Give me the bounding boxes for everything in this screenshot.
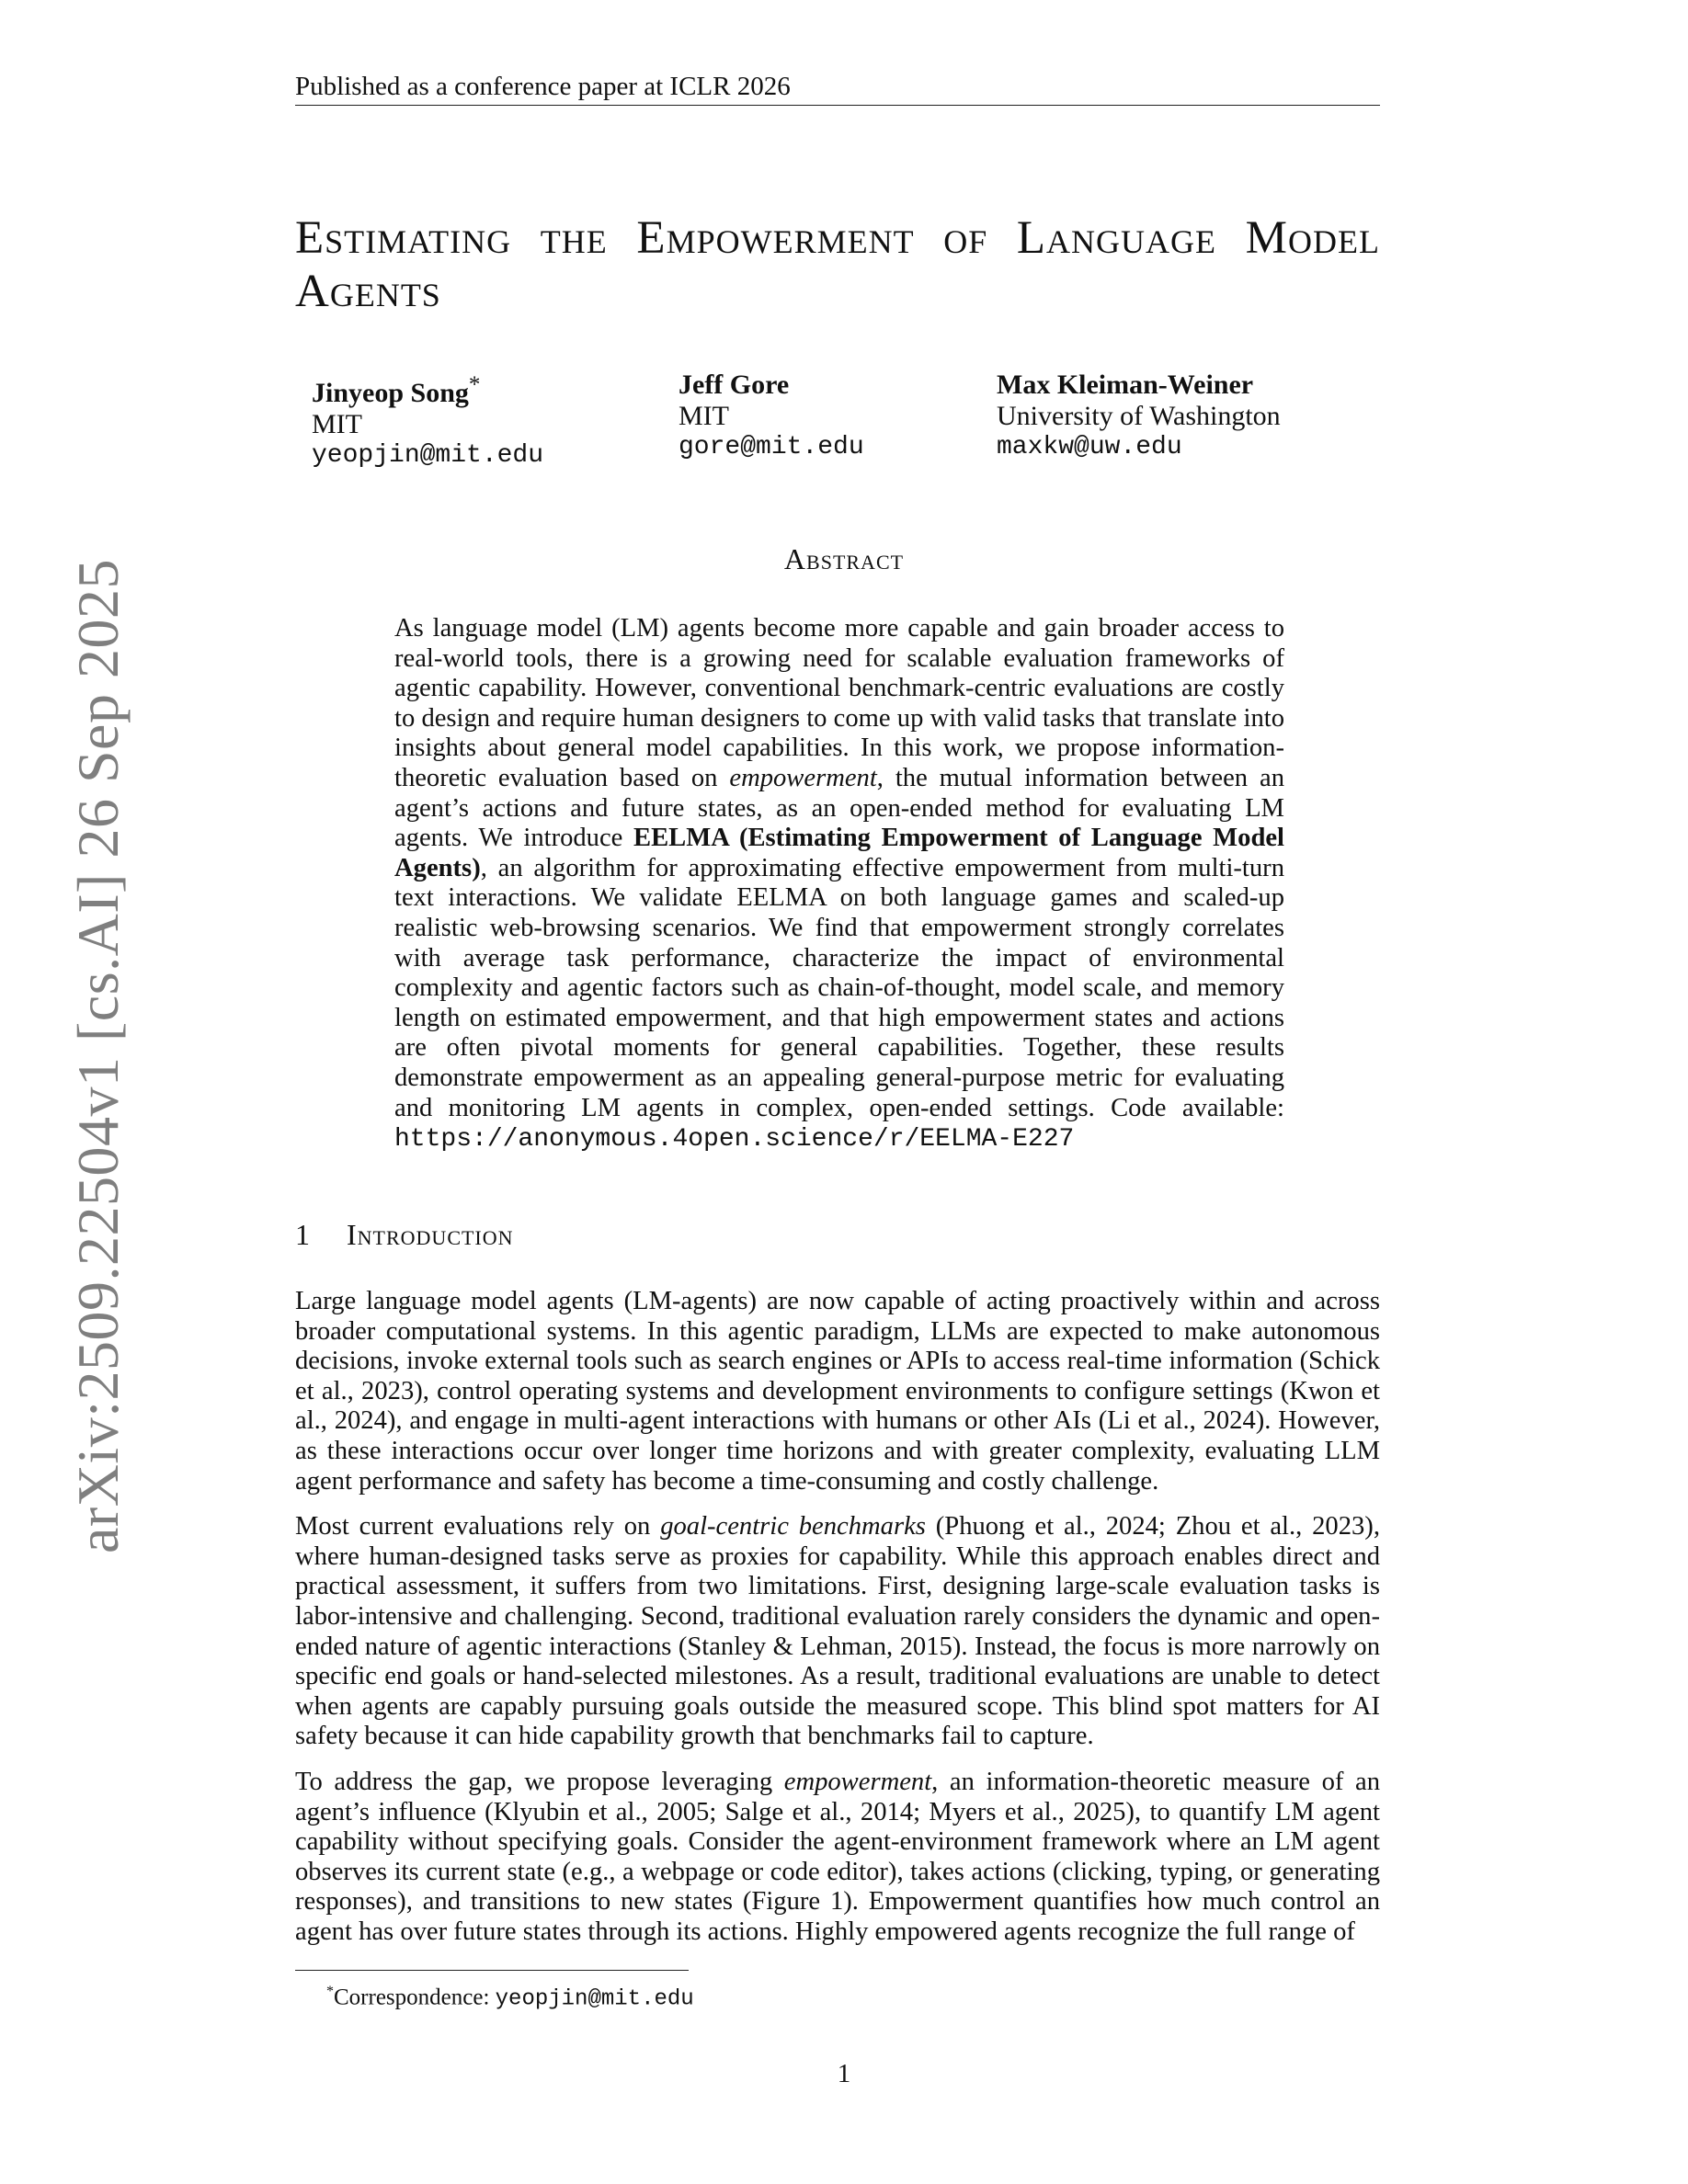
abstract-body <box>394 614 1284 1155</box>
abstract-text: , an algorithm for approximating effective empowerment from multi-turn text interactions. We validate EELMA on both language games and scaled-up realistic web-browsing scenarios. We find that empowerment strongly correlates with average task performance, characterize the impact of environmental complexity and agentic factors such as chain-of-thought, model scale, and memory length on estimated empowerment, and that high empowerment states and actions are often pivotal moments for general capabilities. Together, these results demonstrate empowerment as an appealing general-purpose metric for evaluating and monitoring LM agents in complex, open-ended settings. Code available: <box>394 853 1284 1122</box>
footnote-marker: * <box>326 1984 334 1999</box>
author-block <box>679 370 864 463</box>
author-name: Max Kleiman-Weiner <box>997 370 1254 400</box>
arxiv-identifier-stamp: arXiv:2509.22504v1 [cs.AI] 26 Sep 2025 <box>65 559 131 1553</box>
abstract-method-name: EELMA (Estimating Empowerment of Language Model Agents) <box>394 824 1284 882</box>
introduction-body <box>295 1287 1380 1962</box>
emphasis: goal-centric benchmarks <box>660 1512 926 1541</box>
section-heading <box>295 1218 514 1252</box>
footnote-email[interactable]: yeopjin@mit.edu <box>495 1986 694 2012</box>
author-email[interactable]: maxkw@uw.edu <box>997 433 1182 461</box>
footnote-label: Correspondence: <box>334 1985 496 2010</box>
author-affiliation: University of Washington <box>997 401 1281 431</box>
author-name: Jeff Gore <box>679 370 790 400</box>
author-email[interactable]: yeopjin@mit.edu <box>312 441 544 470</box>
author-block <box>997 370 1281 463</box>
paper-title: Estimating the Empowerment of Language Model Agents <box>295 212 1380 317</box>
author-block <box>312 370 543 472</box>
section-number: 1 <box>295 1218 310 1251</box>
author-email[interactable]: gore@mit.edu <box>679 433 864 461</box>
running-header: Published as a conference paper at ICLR 2026 <box>295 70 1380 106</box>
author-affiliation: MIT <box>312 409 362 439</box>
paragraph: Large language model agents (LM-agents) are now capable of acting proactively within and across broader computational systems. In this agentic paradigm, LLMs are expected to make autonomous decisions, invoke external tools such as search engines or APIs to access real-time information (Schick et al., 2023), control operating systems and development environments to configure settings (Kwon et al., 2024), and engage in multi-agent interactions with humans or other AIs (Li et al., 2024). However, as these interactions occur over longer time horizons and with greater complexity, evaluating LLM agent performance and safety has become a time-consuming and costly challenge. <box>295 1287 1380 1496</box>
section-title: Introduction <box>347 1218 514 1251</box>
author-name: Jinyeop Song <box>312 378 469 408</box>
paragraph: To address the gap, we propose leveraging empowerment, an information-theoretic measure of an agent’s influence (Klyubin et al., 2005; Salge et al., 2014; Myers et al., 2025), to quantify LM agent capability without specifying goals. Consider the agent-environment framework where an LM agent observes its current state (e.g., a webpage or code editor), takes actions (clicking, typing, or generating responses), and transitions to new states (Figure 1). Empowerment quantifies how much control an agent has over future states through its actions. Highly empowered agents recognize the full range of <box>295 1767 1380 1946</box>
abstract-text: , the mutual information between an agent’s actions and future states, as an open-ended method for evaluating LM agents. We introduce <box>394 763 1284 853</box>
footnote-marker: * <box>468 372 481 397</box>
paragraph: Most current evaluations rely on goal-centric benchmarks (Phuong et al., 2024; Zhou et al., 2023), where human-designed tasks serve as proxies for capability. While this approach enables direct and practical assessment, it suffers from two limitations. First, designing large-scale evaluation tasks is labor-intensive and challenging. Second, traditional evaluation rarely considers the dynamic and open-ended nature of agentic interactions (Stanley & Lehman, 2015). Instead, the focus is more narrowly on specific end goals or hand-selected milestones. As a result, traditional evaluations are unable to detect when agents are capably pursuing goals outside the measured scope. This blind spot matters for AI safety because it can hide capability growth that benchmarks fail to capture. <box>295 1512 1380 1751</box>
abstract-text: As language model (LM) agents become more capable and gain broader access to real-world tools, there is a growing need for scalable evaluation frameworks of agentic capability. However, conventional benchmark-centric evaluations are costly to design and require human designers to come up with valid tasks that translate into insights about general model capabilities. In this work, we propose information-theoretic evaluation based on <box>394 614 1284 792</box>
abstract-heading: Abstract <box>783 542 905 575</box>
abstract-emphasis: empowerment <box>729 763 877 792</box>
code-link[interactable]: https://anonymous.4open.science/r/EELMA-E227 <box>394 1125 1075 1155</box>
footnote <box>326 1978 694 2013</box>
footnote-rule <box>295 1970 689 1971</box>
author-affiliation: MIT <box>679 401 729 431</box>
page-number: 1 <box>837 2059 851 2088</box>
emphasis: empowerment <box>783 1767 932 1796</box>
